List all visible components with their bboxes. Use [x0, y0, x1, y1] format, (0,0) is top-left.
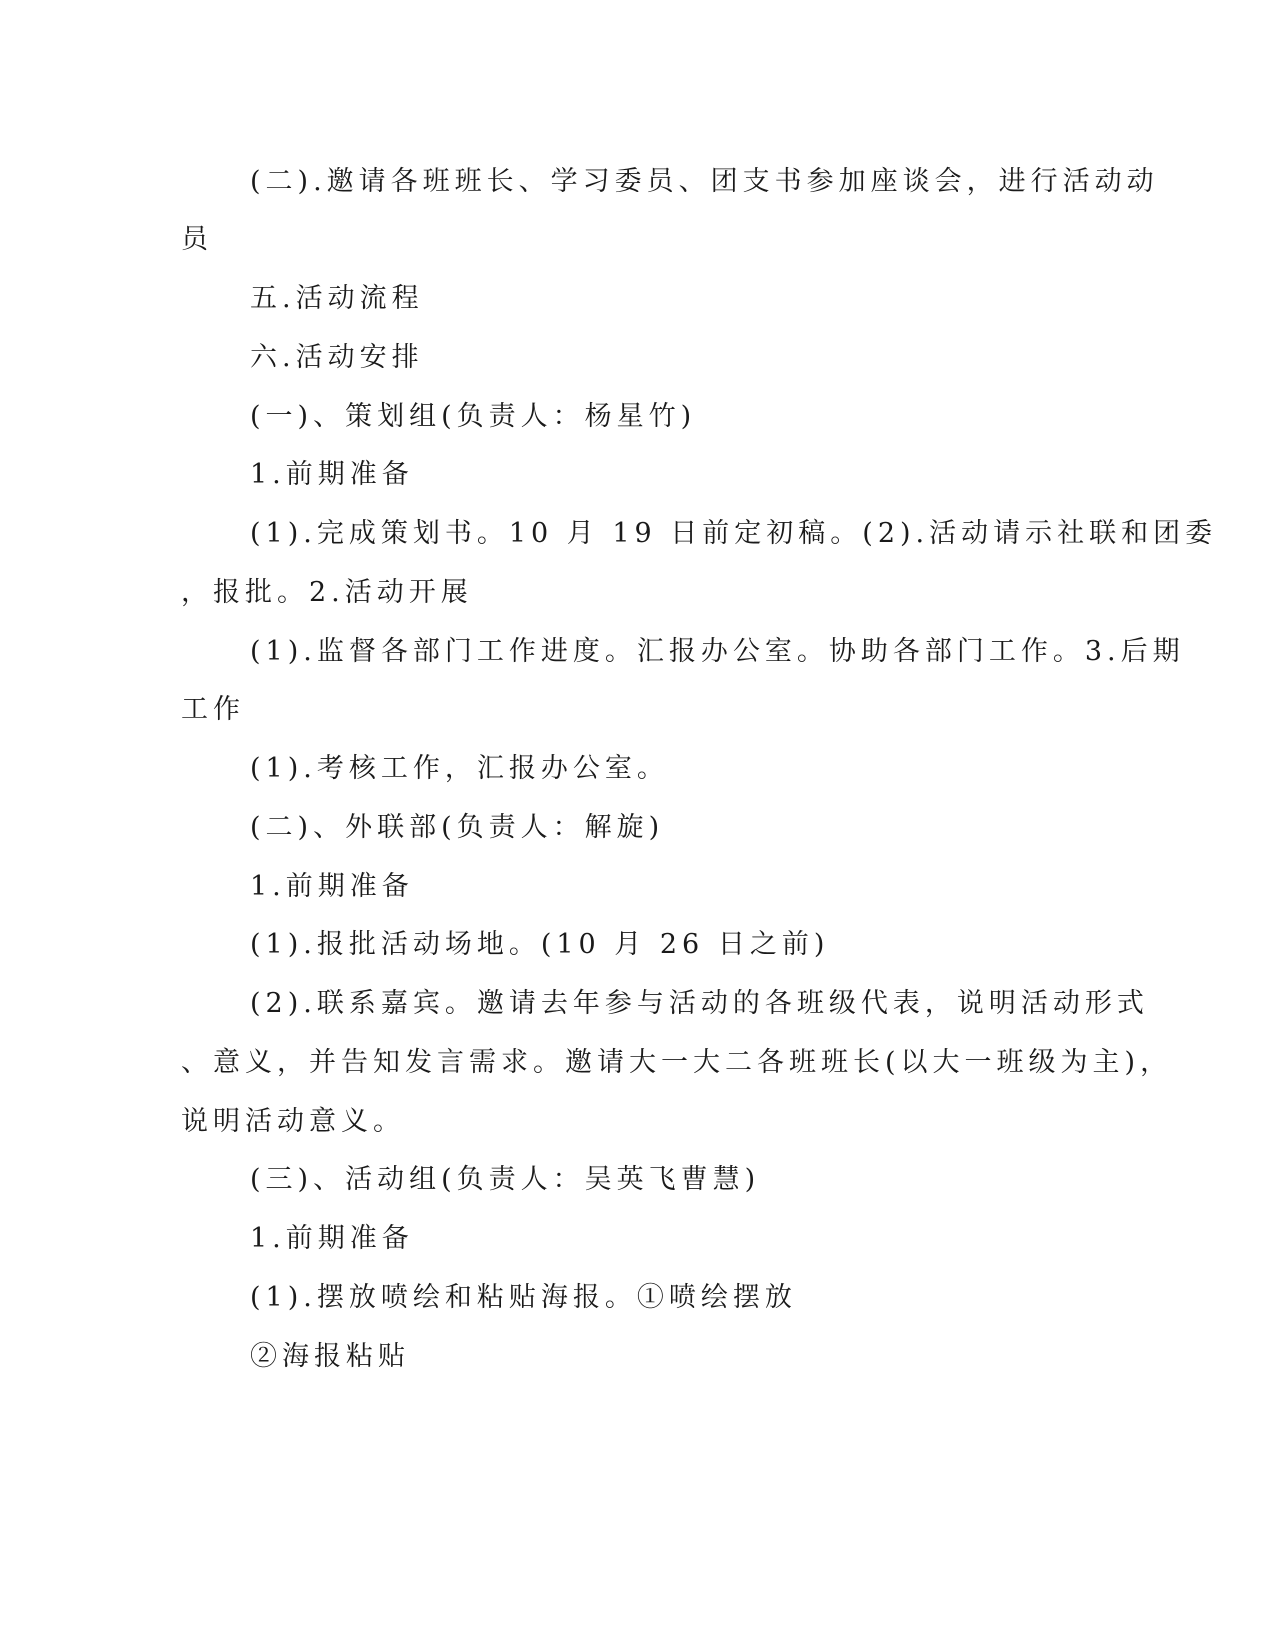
paragraph-line: ，报批。2.活动开展: [181, 577, 473, 608]
paragraph-line: (1).摆放喷绘和粘贴海报。①喷绘摆放: [250, 1282, 797, 1313]
paragraph-line: (2).联系嘉宾。邀请去年参与活动的各班级代表，说明活动形式: [250, 988, 1149, 1019]
paragraph-line: (二).邀请各班班长、学习委员、团支书参加座谈会，进行活动动: [250, 166, 1159, 197]
paragraph-line: (1).监督各部门工作进度。汇报办公室。协助各部门工作。3.后期: [250, 636, 1185, 667]
section-heading: 六.活动安排: [250, 342, 424, 373]
paragraph-line: (1).考核工作，汇报办公室。: [250, 753, 669, 784]
paragraph-line: 员: [181, 224, 213, 255]
paragraph-line: 1.前期准备: [250, 459, 414, 490]
subsection-heading: (一)、策划组(负责人：杨星竹): [250, 401, 697, 432]
paragraph-line: 工作: [181, 694, 245, 725]
subsection-heading: (三)、活动组(负责人：吴英飞曹慧): [250, 1164, 761, 1195]
paragraph-line: 1.前期准备: [250, 871, 414, 902]
paragraph-line: 、意义，并告知发言需求。邀请大一大二各班班长(以大一班级为主)，: [181, 1047, 1173, 1078]
paragraph-line: 1.前期准备: [250, 1223, 414, 1254]
paragraph-line: 说明活动意义。: [181, 1106, 405, 1137]
subsection-heading: (二)、外联部(负责人：解旋): [250, 812, 665, 843]
paragraph-line: (1).报批活动场地。(10 月 26 日之前): [250, 929, 830, 960]
paragraph-line: (1).完成策划书。10 月 19 日前定初稿。(2).活动请示社联和团委: [250, 518, 1218, 549]
section-heading: 五.活动流程: [250, 283, 424, 314]
paragraph-line: ②海报粘贴: [250, 1341, 410, 1372]
